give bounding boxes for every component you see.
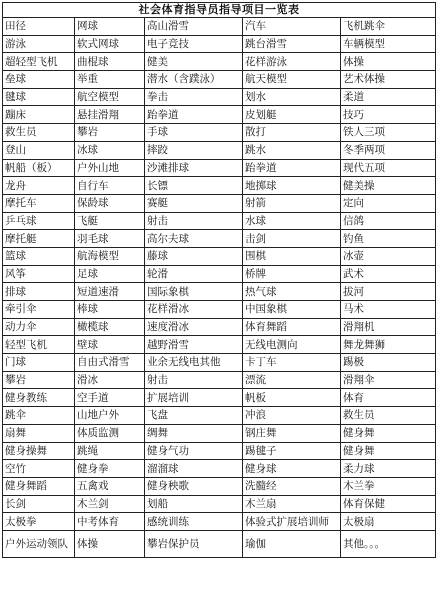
table-row [3,477,436,495]
table-cell: 高尔夫球 [145,230,243,248]
table-cell: 风筝 [3,265,75,283]
table-cell: 热气球 [243,283,341,301]
table-row [3,283,436,301]
table-cell: 溜溜球 [145,460,243,478]
table-cell: 射箭 [243,194,341,212]
table-cell: 滑翔伞 [341,371,436,389]
table-cell: 划船 [145,495,243,513]
table-cell: 花样滑冰 [145,301,243,319]
table-cell: 冬季两项 [341,141,436,159]
table-cell: 户外运动领队 [3,530,75,557]
table-cell: 网球 [75,18,145,36]
table-cell: 踢毽子 [243,442,341,460]
table-cell: 滑冰 [75,371,145,389]
table-row [3,354,436,372]
table-cell: 垒球 [3,71,75,89]
table-cell: 山地户外 [75,407,145,425]
table-cell: 轮滑 [145,265,243,283]
table-cell: 木兰扇 [243,495,341,513]
table-row [3,177,436,195]
table-cell: 五禽戏 [75,477,145,495]
table-cell: 健身舞 [341,424,436,442]
table-cell: 冰球 [75,141,145,159]
table-cell: 攀岩 [75,124,145,142]
table-row [3,530,436,557]
table-cell: 太极扇 [341,513,436,531]
table-cell: 拳击 [145,88,243,106]
table-cell: 高山滑雪 [145,18,243,36]
table-cell: 健身操舞 [3,442,75,460]
table-cell: 钓鱼 [341,230,436,248]
table-cell: 太极拳 [3,513,75,531]
table-cell: 定向 [341,194,436,212]
table-cell: 射击 [145,212,243,230]
table-cell: 牵引伞 [3,301,75,319]
table-cell: 摩托艇 [3,230,75,248]
table-cell: 越野滑雪 [145,336,243,354]
table-cell: 冰壶 [341,247,436,265]
table-cell: 感统训练 [145,513,243,531]
sports-items-table [2,2,436,558]
table-cell: 轻型飞机 [3,336,75,354]
table-row [3,371,436,389]
table-cell: 壁球 [75,336,145,354]
table-cell: 皮划艇 [243,106,341,124]
table-cell: 跳伞 [3,407,75,425]
table-row [3,230,436,248]
table-cell: 体操 [75,530,145,557]
table-cell: 卡丁车 [243,354,341,372]
table-row [3,407,436,425]
table-cell: 拔河 [341,283,436,301]
table-cell: 摔跤 [145,141,243,159]
table-row [3,495,436,513]
table-cell: 洗髓经 [243,477,341,495]
table-cell: 攀岩 [3,371,75,389]
table-cell: 其他。。。 [341,530,436,557]
table-cell: 跆拳道 [145,106,243,124]
table-cell: 空手道 [75,389,145,407]
table-cell: 曲棍球 [75,53,145,71]
table-cell: 帆船（板） [3,159,75,177]
table-cell: 健身球 [243,460,341,478]
table-cell: 击剑 [243,230,341,248]
table-cell: 中国象棋 [243,301,341,319]
table-cell: 滑翔机 [341,318,436,336]
table-cell: 门球 [3,354,75,372]
table-cell: 射击 [145,371,243,389]
table-cell: 柔力球 [341,460,436,478]
table-cell: 手球 [145,124,243,142]
table-row [3,194,436,212]
table-cell: 健身拳 [75,460,145,478]
table-cell: 健身秧歌 [145,477,243,495]
table-cell: 体育 [341,389,436,407]
table-cell: 户外山地 [75,159,145,177]
table-cell: 长剑 [3,495,75,513]
table-cell: 悬挂滑翔 [75,106,145,124]
table-cell: 飞机跳伞 [341,18,436,36]
table-cell: 漂流 [243,371,341,389]
table-cell: 蹦床 [3,106,75,124]
table-cell: 无线电测向 [243,336,341,354]
table-cell: 救生员 [341,407,436,425]
table-row [3,159,436,177]
table-cell: 体质监测 [75,424,145,442]
table-row [3,124,436,142]
table-row [3,18,436,36]
table-cell: 体育舞蹈 [243,318,341,336]
table-cell: 木兰剑 [75,495,145,513]
table-cell: 长镖 [145,177,243,195]
table-cell: 空竹 [3,460,75,478]
table-row [3,513,436,531]
table-row [3,442,436,460]
table-row [3,460,436,478]
table-cell: 体育保健 [341,495,436,513]
table-cell: 摩托车 [3,194,75,212]
table-cell: 柔道 [341,88,436,106]
table-cell: 航天模型 [243,71,341,89]
table-cell: 武术 [341,265,436,283]
table-cell: 自行车 [75,177,145,195]
table-cell: 潜水（含蹼泳） [145,71,243,89]
table-cell: 体验式扩展培训师 [243,513,341,531]
table-cell: 水球 [243,212,341,230]
table-cell: 足球 [75,265,145,283]
table-cell: 毽球 [3,88,75,106]
table-cell: 赛艇 [145,194,243,212]
table-cell: 冲浪 [243,407,341,425]
table-row [3,265,436,283]
table-cell: 篮球 [3,247,75,265]
table-cell: 龙舟 [3,177,75,195]
table-cell: 健身教练 [3,389,75,407]
table-cell: 救生员 [3,124,75,142]
table-cell: 健美 [145,53,243,71]
table-cell: 举重 [75,71,145,89]
table-cell: 跳台滑雪 [243,35,341,53]
table-row [3,212,436,230]
table-cell: 花样游泳 [243,53,341,71]
table-cell: 中考体育 [75,513,145,531]
table-cell: 车辆模型 [341,35,436,53]
table-cell: 飞盘 [145,407,243,425]
table-cell: 飞艇 [75,212,145,230]
table-cell: 健身舞 [341,442,436,460]
table-cell: 健身舞蹈 [3,477,75,495]
table-cell: 动力伞 [3,318,75,336]
table-cell: 健美操 [341,177,436,195]
table-cell: 软式网球 [75,35,145,53]
table-cell: 体操 [341,53,436,71]
table-body [3,3,436,558]
table-cell: 棒球 [75,301,145,319]
table-cell: 排球 [3,283,75,301]
table-row [3,247,436,265]
table-cell: 自由式滑雪 [75,354,145,372]
table-row [3,53,436,71]
table-row [3,71,436,89]
table-cell: 踢极 [341,354,436,372]
table-row [3,106,436,124]
table-cell: 攀岩保护员 [145,530,243,557]
table-cell: 舞龙舞狮 [341,336,436,354]
table-cell: 地掷球 [243,177,341,195]
table-cell: 技巧 [341,106,436,124]
table-cell: 划水 [243,88,341,106]
table-cell: 速度滑冰 [145,318,243,336]
table-cell: 铁人三项 [341,124,436,142]
table-cell: 现代五项 [341,159,436,177]
table-cell: 帆板 [243,389,341,407]
table-cell: 围棋 [243,247,341,265]
table-cell: 羽毛球 [75,230,145,248]
table-title: 社会体育指导员指导项目一览表 [3,3,436,18]
table-row [3,141,436,159]
table-cell: 业余无线电其他 [145,354,243,372]
table-row [3,88,436,106]
table-cell: 乒乓球 [3,212,75,230]
table-row [3,318,436,336]
table-cell: 钢庄舞 [243,424,341,442]
table-cell: 航空模型 [75,88,145,106]
table-cell: 信鸽 [341,212,436,230]
table-cell: 扩展培训 [145,389,243,407]
table-cell: 藤球 [145,247,243,265]
table-cell: 保龄球 [75,194,145,212]
table-cell: 跳水 [243,141,341,159]
table-cell: 桥牌 [243,265,341,283]
table-cell: 绸舞 [145,424,243,442]
table-cell: 短道速滑 [75,283,145,301]
table-row [3,389,436,407]
table-cell: 木兰拳 [341,477,436,495]
table-cell: 游泳 [3,35,75,53]
table-cell: 跳绳 [75,442,145,460]
table-row [3,35,436,53]
table-cell: 登山 [3,141,75,159]
title-row [3,3,436,18]
table-cell: 橄榄球 [75,318,145,336]
table-cell: 国际象棋 [145,283,243,301]
table-cell: 超轻型飞机 [3,53,75,71]
table-cell: 健身气功 [145,442,243,460]
table-cell: 航海模型 [75,247,145,265]
table-cell: 瑜伽 [243,530,341,557]
table-cell: 扇舞 [3,424,75,442]
table-cell: 跆拳道 [243,159,341,177]
table-cell: 马术 [341,301,436,319]
table-row [3,301,436,319]
table-cell: 田径 [3,18,75,36]
table-cell: 沙滩排球 [145,159,243,177]
table-row [3,336,436,354]
table-row [3,424,436,442]
table-cell: 散打 [243,124,341,142]
table-cell: 电子竞技 [145,35,243,53]
table-cell: 汽车 [243,18,341,36]
table-cell: 艺术体操 [341,71,436,89]
